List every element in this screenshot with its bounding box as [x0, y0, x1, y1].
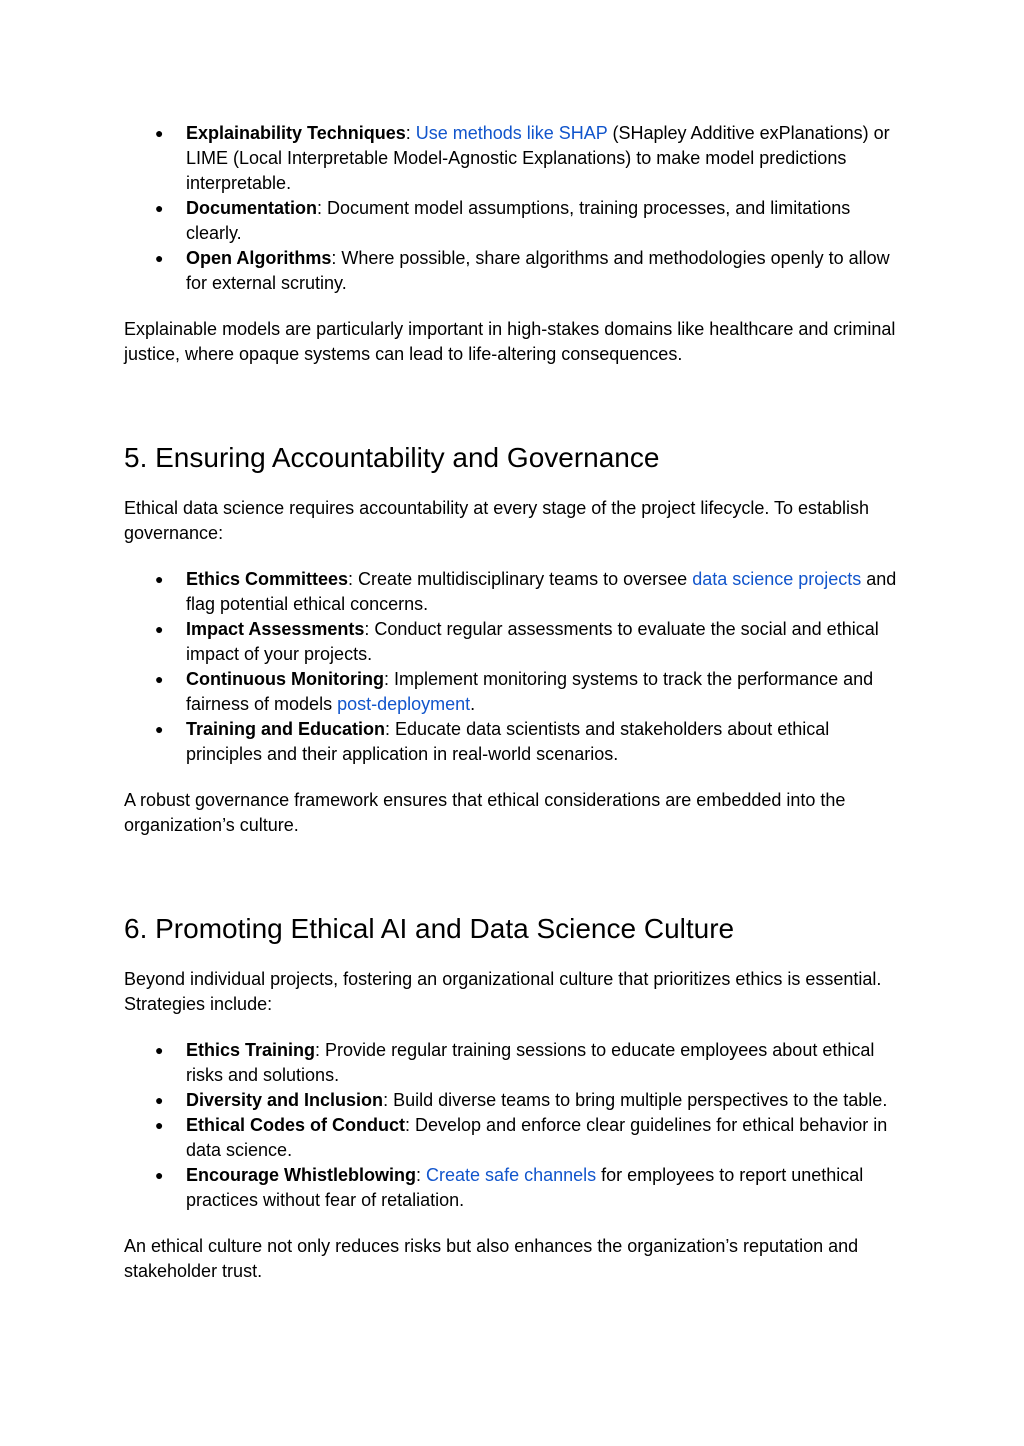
bullet-term: Explainability Techniques: [186, 123, 406, 143]
bullet-term: Documentation: [186, 198, 318, 218]
bullet-term: Training and Education: [186, 719, 386, 739]
list-item: [186, 196, 904, 246]
culture-list: [124, 1038, 904, 1213]
list-item: [186, 246, 904, 296]
section-6-intro: Beyond individual projects, fostering an organizational culture that prioritizes ethics is essential. Strategies include:: [124, 969, 882, 1014]
list-item: [186, 121, 904, 196]
bullet-term: Open Algorithms: [186, 248, 332, 268]
bullet-text: : Provide regular training sessions to educate employees about ethical risks and solutions.: [186, 1040, 875, 1085]
list-item: [186, 1113, 904, 1163]
section-6-heading: 6. Promoting Ethical AI and Data Science Culture: [124, 913, 735, 944]
section-6-closing: An ethical culture not only reduces risks but also enhances the organization’s reputation and stakeholder trust.: [124, 1236, 859, 1281]
bullet-text: : Where possible, share algorithms and methodologies openly to allow for external scrutiny.: [186, 248, 890, 293]
bullet-text: (SHapley Additive exPlanations) or LIME (Local Interpretable Model-Agnostic Explanations) to make model predictions interpretable.: [186, 123, 890, 193]
bullet-term: Ethics Training: [186, 1040, 316, 1060]
bullet-term: Ethical Codes of Conduct: [186, 1115, 406, 1135]
bullet-text: : Conduct regular assessments to evaluate the social and ethical impact of your projects.: [186, 619, 879, 664]
bullet-text: and flag potential ethical concerns.: [186, 569, 897, 614]
bullet-text: : Implement monitoring systems to track the performance and fairness of models: [186, 669, 874, 714]
document-page: [124, 121, 904, 1284]
list-item: [186, 1038, 904, 1088]
section-5-intro: Ethical data science requires accountability at every stage of the project lifecycle. To establish governance:: [124, 498, 870, 543]
bullet-separator: :: [405, 123, 416, 143]
governance-list: [124, 567, 904, 767]
post-deployment-link[interactable]: post-deployment: [337, 694, 471, 714]
section-5-closing: A robust governance framework ensures that ethical considerations are embedded into the organization’s culture.: [124, 790, 846, 835]
bullet-text: for employees to report unethical practices without fear of retaliation.: [186, 1165, 864, 1210]
bullet-term: Impact Assessments: [186, 619, 365, 639]
create-safe-channels-link[interactable]: Create safe channels: [426, 1165, 597, 1185]
section-5-heading: 5. Ensuring Accountability and Governance: [124, 442, 660, 473]
bullet-text: : Develop and enforce clear guidelines for ethical behavior in data science.: [186, 1115, 888, 1160]
bullet-text: : Build diverse teams to bring multiple perspectives to the table.: [383, 1090, 888, 1110]
list-item: [186, 617, 904, 667]
explainability-list: [124, 121, 904, 296]
data-science-projects-link[interactable]: data science projects: [692, 569, 862, 589]
bullet-text: : Create multidisciplinary teams to oversee: [348, 569, 693, 589]
bullet-text: .: [470, 694, 476, 714]
bullet-text: : Document model assumptions, training processes, and limitations clearly.: [186, 198, 851, 243]
bullet-term: Encourage Whistleblowing: [186, 1165, 417, 1185]
bullet-separator: :: [416, 1165, 427, 1185]
bullet-term: Ethics Committees: [186, 569, 349, 589]
shap-link[interactable]: Use methods like SHAP: [415, 123, 613, 143]
bullet-text: : Educate data scientists and stakeholders about ethical principles and their application in real-world scenarios.: [186, 719, 830, 764]
list-item: [186, 1163, 904, 1213]
list-item: [186, 717, 904, 767]
bullet-term: Continuous Monitoring: [186, 669, 384, 689]
bullet-term: Diversity and Inclusion: [186, 1090, 384, 1110]
list-item: [186, 567, 904, 617]
list-item: [186, 667, 904, 717]
explainability-closing-paragraph: Explainable models are particularly important in high-stakes domains like healthcare and criminal justice, where opaque systems can lead to life-altering consequences.: [124, 319, 896, 364]
list-item: [186, 1088, 904, 1113]
